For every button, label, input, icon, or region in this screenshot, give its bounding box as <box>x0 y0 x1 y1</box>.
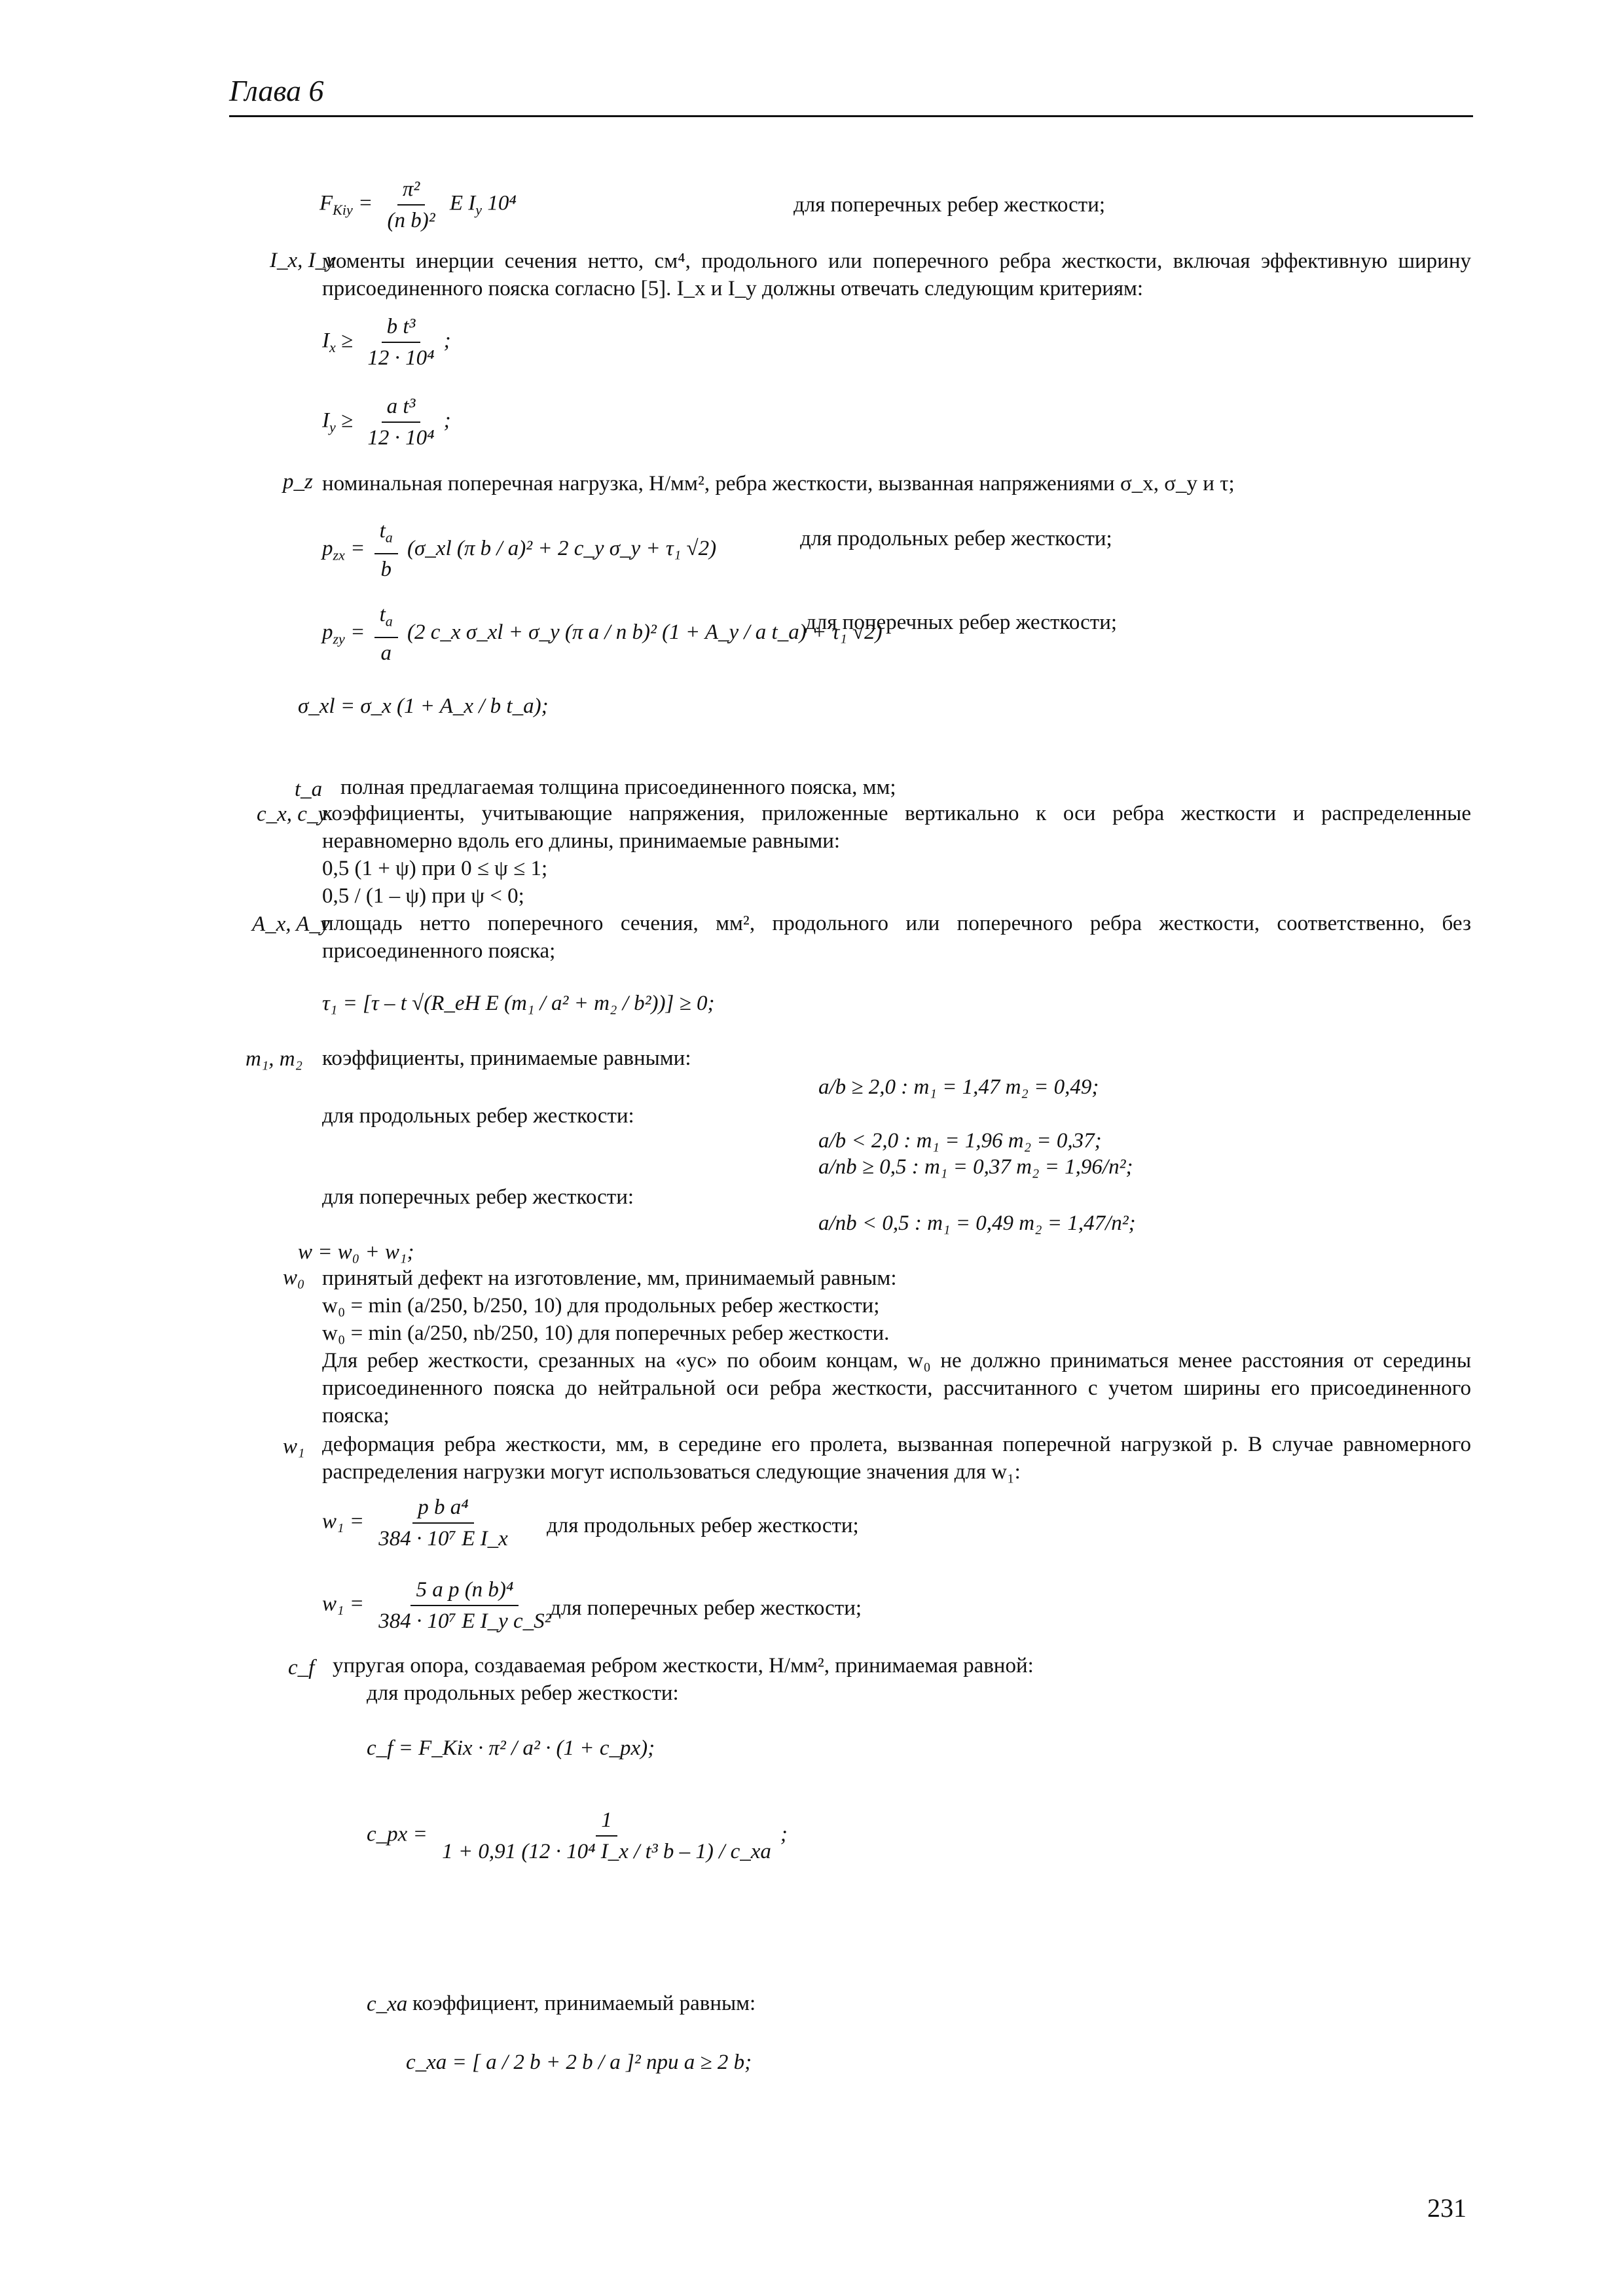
definition-cxcy: коэффициенты, учитывающие напряжения, приложенные вертикально к оси ребра жесткости и распределенные неравномерно вдоль его длины, принимаемые равными: <box>322 802 1471 853</box>
formula-cx-opt2: 0,5 / (1 – ψ) при ψ < 0; <box>322 884 524 908</box>
formula-fkiy: $F_{Kiy}$ = $\frac{\text{π²}}{\text{(n b)²}}$ E $I_y$ 10⁴ <box>319 175 517 234</box>
formula-w-sum: w = w₀ + w₁; <box>298 1240 414 1264</box>
m-row-4: a/nb < 0,5 : m₁ = 0,49 m₂ = 1,47/n²; <box>818 1211 1136 1235</box>
definition-cxa: коэффициент, принимаемый равным: <box>412 1992 756 2015</box>
definition-axay: площадь нетто поперечного сечения, мм², продольного или поперечного ребра жесткости, соответственно, без присоединенного пояска; <box>322 912 1471 963</box>
page-number: 231 <box>1427 2193 1467 2223</box>
m-row-1: a/b ≥ 2,0 : m₁ = 1,47 m₂ = 0,49; <box>818 1075 1099 1099</box>
formula-ix: $I_x$ ≥ $\frac{\text{b t³}}{\text{12 · 10⁴}}$ ; <box>322 313 451 372</box>
formula-pzy-note: для поперечных ребер жесткости; <box>805 611 1118 634</box>
definition-cf: упругая опора, создаваемая ребром жесткости, Н/мм², принимаемая равной: <box>333 1654 1034 1677</box>
definition-ixiy: моменты инерции сечения нетто, см⁴, продольного или поперечного ребра жесткости, включая эффективную ширину присоединенного пояска согласно [5]. I_x и I_y должны отвечать следующим критериям: <box>322 249 1471 300</box>
definition-ta: полная предлагаемая толщина присоединенного пояска, мм; <box>340 776 896 799</box>
header-rule <box>229 115 1473 117</box>
symbol-cf: c_f <box>288 1656 315 1679</box>
m-transverse-label: для поперечных ребер жесткости: <box>322 1185 634 1209</box>
definition-w0: принятый дефект на изготовление, мм, принимаемый равным: <box>322 1266 897 1290</box>
formula-w1-long: w₁ = $\frac{\text{p b a⁴}}{\text{384 · 10⁷ E I\_x}}$ <box>322 1494 517 1552</box>
formula-w1-trans-note: для поперечных ребер жесткости; <box>550 1596 862 1620</box>
symbol-w0: w₀ <box>283 1266 305 1289</box>
formula-pzx: $p_{zx}$ = $\frac{t_a}{b}$ (σ_xl (π b / a)² + 2 c_y σ_y + τ₁ √2) <box>322 517 716 583</box>
formula-pzx-note: для продольных ребер жесткости; <box>800 527 1112 550</box>
formula-w1-trans: w₁ = $\frac{\text{5 a p (n b)⁴}}{\text{384 · 10⁷ E I\_y c\_S²}}$ <box>322 1576 560 1635</box>
formula-tau1: τ₁ = [τ – t √(R_eH E (m₁ / a² + m₂ / b²))] ≥ 0; <box>322 992 715 1015</box>
formula-w1-long-note: для продольных ребер жесткости; <box>547 1514 859 1537</box>
symbol-axay: A_x, A_y <box>252 912 330 936</box>
chapter-header: Глава 6 <box>229 74 324 107</box>
symbol-ta: t_a <box>295 778 323 801</box>
formula-pzy: $p_{zy}$ = $\frac{t_a}{a}$ (2 c_x σ_xl + σ_y (π a / n b)² (1 + A_y / a t_a) + τ₁ √2) <box>322 601 883 667</box>
symbol-cxa: c_xa <box>367 1992 408 2016</box>
symbol-ixiy: I_x, I_y <box>270 249 336 272</box>
definition-w0-note: Для ребер жесткости, срезанных на «ус» по обоим концам, w₀ не должно приниматься менее расстояния от середины присоединенного пояска до нейтральной оси ребра жесткости, рассчитанного с учетом ширины его присоединенного пояска; <box>322 1349 1471 1427</box>
formula-iy: $I_y$ ≥ $\frac{\text{a t³}}{\text{12 · 10⁴}}$ ; <box>322 393 451 452</box>
symbol-cxcy: c_x, c_y <box>257 802 328 826</box>
formula-fkiy-note: для поперечных ребер жесткости; <box>793 193 1106 217</box>
definition-w1: деформация ребра жесткости, мм, в середине его пролета, вызванная поперечной нагрузкой p. В случае равномерного распределения нагрузки могут использоваться следующие значения для w₁: <box>322 1433 1471 1484</box>
definition-pz: номинальная поперечная нагрузка, Н/мм², ребра жесткости, вызванная напряжениями σ_x, σ_y и τ; <box>322 472 1235 495</box>
formula-cpx: c_px = $\frac{1}{\text{1 + 0,91 (12 · 10⁴ I\_x / t³ b – 1) / c\_xa}}$ ; <box>367 1806 788 1865</box>
symbol-pz: p_z <box>283 470 313 493</box>
m-longitudinal-label: для продольных ребер жесткости: <box>322 1104 634 1128</box>
symbol-w1: w₁ <box>283 1435 305 1458</box>
definition-m: коэффициенты, принимаемые равными: <box>322 1047 691 1070</box>
formula-w0-long: w₀ = min (a/250, b/250, 10) для продольных ребер жесткости; <box>322 1294 880 1318</box>
formula-w0-trans: w₀ = min (a/250, nb/250, 10) для поперечных ребер жесткости. <box>322 1321 890 1345</box>
m-row-2: a/b < 2,0 : m₁ = 1,96 m₂ = 0,37; <box>818 1129 1102 1153</box>
formula-cxa: c_xa = [ a / 2 b + 2 b / a ]² при a ≥ 2 b; <box>406 2051 752 2074</box>
formula-cx-opt1: 0,5 (1 + ψ) при 0 ≤ ψ ≤ 1; <box>322 857 548 880</box>
formula-sxl: σ_xl = σ_x (1 + A_x / b t_a); <box>298 694 549 718</box>
symbol-m: m₁, m₂ <box>246 1047 303 1071</box>
m-row-3: a/nb ≥ 0,5 : m₁ = 0,37 m₂ = 1,96/n²; <box>818 1155 1133 1179</box>
formula-cf: c_f = F_Kix · π² / a² · (1 + c_px); <box>367 1736 655 1760</box>
cf-longitudinal-label: для продольных ребер жесткости: <box>367 1681 679 1705</box>
